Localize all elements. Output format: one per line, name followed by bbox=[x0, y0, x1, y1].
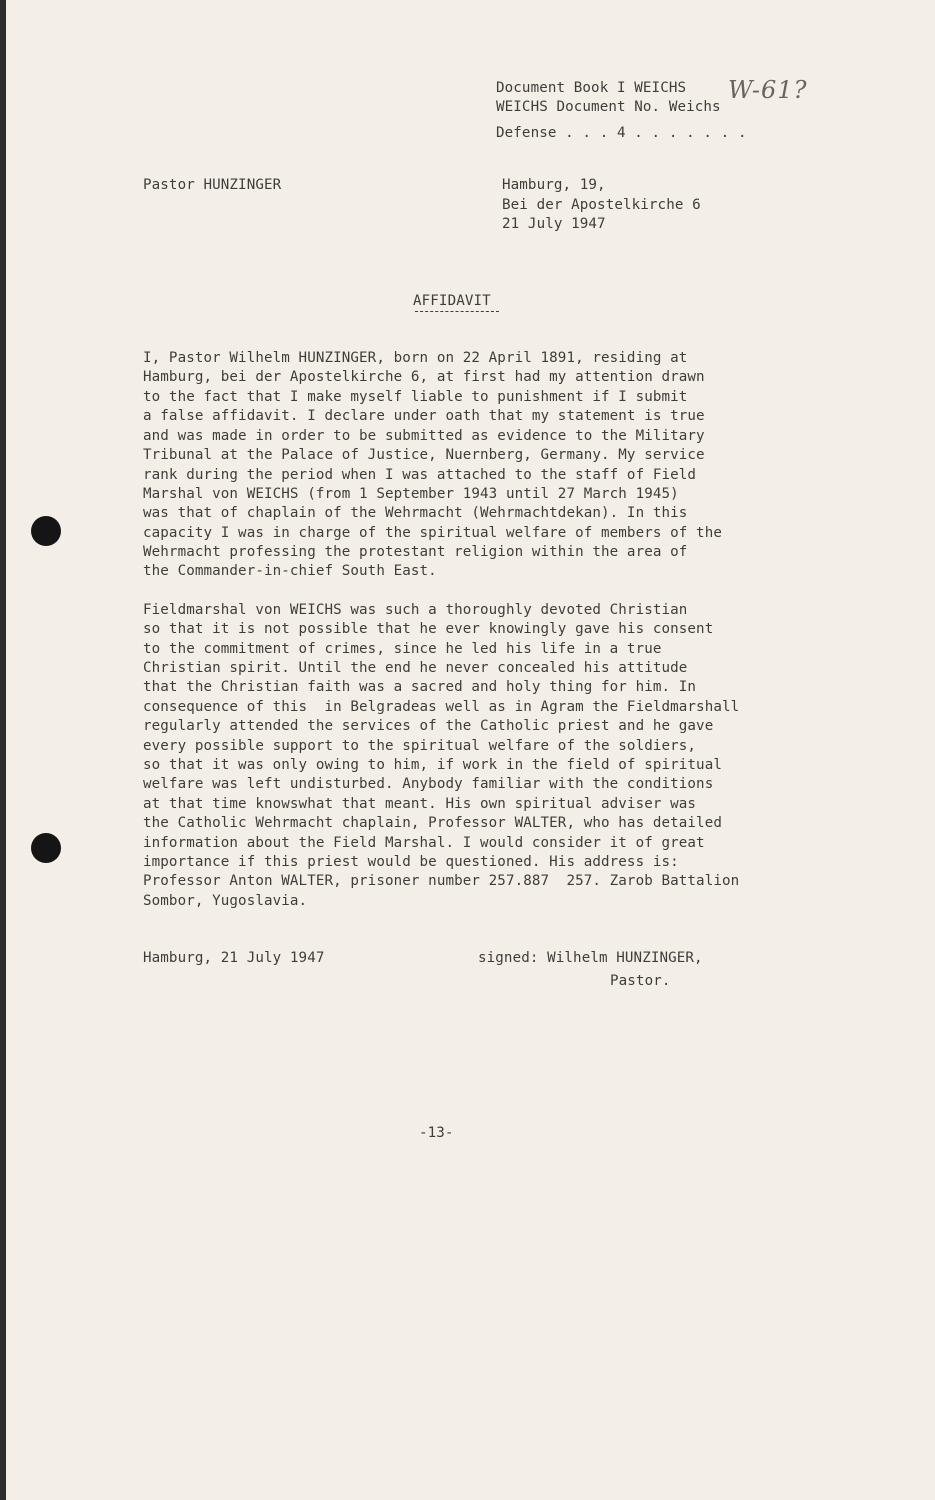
defense-line: Defense . . . 4 . . . . . . . bbox=[496, 125, 747, 141]
paragraph-2-line: welfare was left undisturbed. Anybody familiar with the conditions bbox=[143, 776, 714, 792]
affidavit-title: AFFIDAVIT bbox=[413, 293, 491, 309]
sender-address-line2: Bei der Apostelkirche 6 bbox=[502, 197, 701, 213]
paragraph-2-line: consequence of this in Belgradeas well as in Agram the Fieldmarshall bbox=[143, 699, 740, 715]
sender-date: 21 July 1947 bbox=[502, 216, 606, 232]
sender-address-line1: Hamburg, 19, bbox=[502, 177, 606, 193]
page-number: -13- bbox=[419, 1125, 454, 1141]
paragraph-2-line: so that it was only owing to him, if work in the field of spiritual bbox=[143, 757, 722, 773]
paragraph-1-line: rank during the period when I was attached to the staff of Field bbox=[143, 467, 697, 483]
sender-name: Pastor HUNZINGER bbox=[143, 177, 282, 193]
paragraph-2-line: to the commitment of crimes, since he led his life in a true bbox=[143, 641, 662, 657]
document-book-line: Document Book I WEICHS bbox=[496, 80, 687, 96]
paragraph-2-line: Professor Anton WALTER, prisoner number 257.887 257. Zarob Battalion bbox=[143, 873, 740, 889]
paragraph-2-line: at that time knowswhat that meant. His own spiritual adviser was bbox=[143, 796, 697, 812]
paragraph-1-line: the Commander-in-chief South East. bbox=[143, 563, 437, 579]
paragraph-1-line: Marshal von WEICHS (from 1 September 1943 until 27 March 1945) bbox=[143, 486, 679, 502]
paragraph-2-line: so that it is not possible that he ever knowingly gave his consent bbox=[143, 621, 714, 637]
signatory-role: Pastor. bbox=[610, 973, 671, 989]
paragraph-2-line: Christian spirit. Until the end he never concealed his attitude bbox=[143, 660, 688, 676]
binder-hole bbox=[31, 833, 61, 863]
paragraph-1-line: to the fact that I make myself liable to punishment if I submit bbox=[143, 389, 688, 405]
signature-line: signed: Wilhelm HUNZINGER, bbox=[478, 950, 703, 966]
paragraph-2-line: that the Christian faith was a sacred and holy thing for him. In bbox=[143, 679, 697, 695]
paragraph-1-line: and was made in order to be submitted as evidence to the Military bbox=[143, 428, 705, 444]
paragraph-1-line: Tribunal at the Palace of Justice, Nuernberg, Germany. My service bbox=[143, 447, 705, 463]
paragraph-1-line: was that of chaplain of the Wehrmacht (Wehrmachtdekan). In this bbox=[143, 505, 688, 521]
paragraph-1-line: I, Pastor Wilhelm HUNZINGER, born on 22 April 1891, residing at bbox=[143, 350, 688, 366]
title-underline bbox=[415, 311, 499, 312]
paragraph-2-line: Sombor, Yugoslavia. bbox=[143, 893, 308, 909]
paragraph-2-line: Fieldmarshal von WEICHS was such a thoroughly devoted Christian bbox=[143, 602, 688, 618]
handwritten-document-number: W-61? bbox=[728, 76, 808, 104]
paragraph-2-line: every possible support to the spiritual welfare of the soldiers, bbox=[143, 738, 697, 754]
paragraph-2-line: the Catholic Wehrmacht chaplain, Professor WALTER, who has detailed bbox=[143, 815, 722, 831]
paragraph-1-line: capacity I was in charge of the spiritual welfare of members of the bbox=[143, 525, 722, 541]
closing-place-date: Hamburg, 21 July 1947 bbox=[143, 950, 325, 966]
paragraph-1-line: Hamburg, bei der Apostelkirche 6, at first had my attention drawn bbox=[143, 369, 705, 385]
page-edge bbox=[0, 0, 6, 1500]
document-number-line: WEICHS Document No. Weichs bbox=[496, 99, 721, 115]
paragraph-2-line: importance if this priest would be questioned. His address is: bbox=[143, 854, 679, 870]
paragraph-2-line: regularly attended the services of the Catholic priest and he gave bbox=[143, 718, 714, 734]
binder-hole bbox=[31, 516, 61, 546]
paragraph-1-line: a false affidavit. I declare under oath that my statement is true bbox=[143, 408, 705, 424]
paragraph-2-line: information about the Field Marshal. I would consider it of great bbox=[143, 835, 705, 851]
paragraph-1-line: Wehrmacht professing the protestant religion within the area of bbox=[143, 544, 688, 560]
